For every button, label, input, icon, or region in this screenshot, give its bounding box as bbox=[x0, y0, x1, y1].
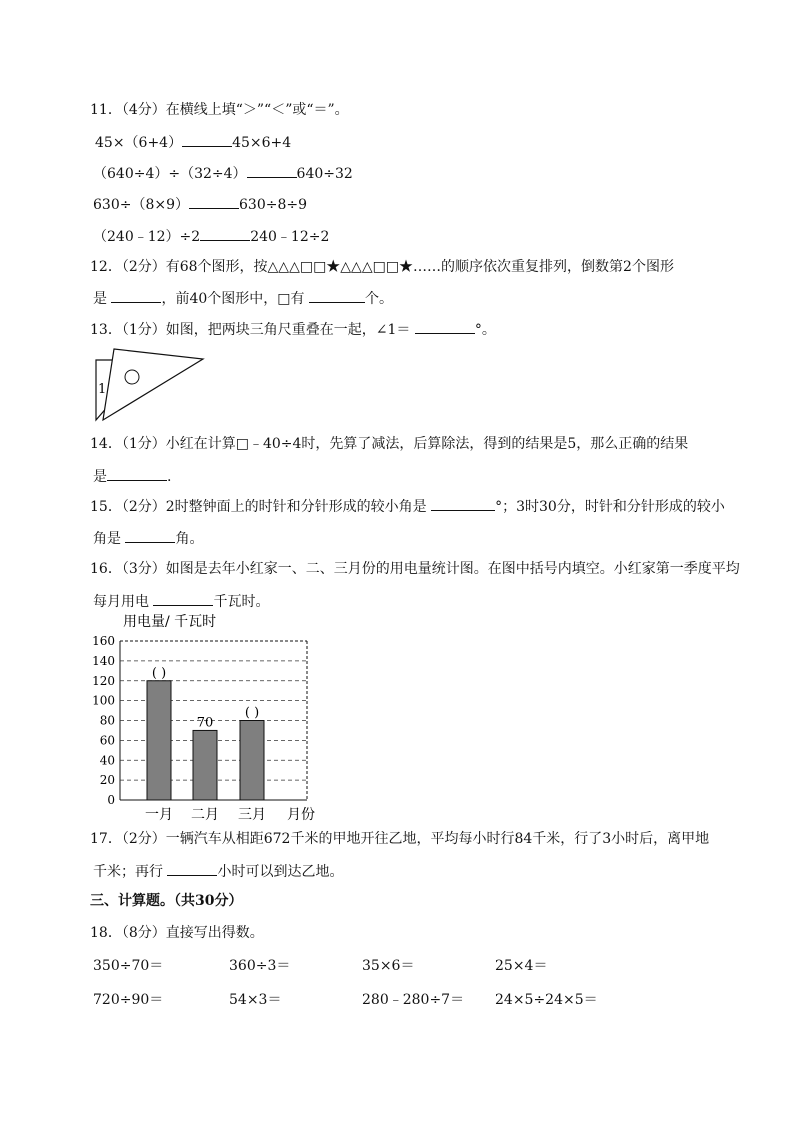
q17-line-1: 17．（2分）一辆汽车从相距672千米的甲地开往乙地，平均每小时行84千米，行了3小时后，离甲地 bbox=[90, 831, 710, 847]
q12-line-1: 12．（2分）有68个图形，按△△△□□★△△△□□★……的顺序依次重复排列，倒数第2个图形 bbox=[90, 259, 674, 275]
q11-row-1 bbox=[95, 132, 291, 153]
q11-row-1-left: 45×（6+4） bbox=[95, 135, 183, 151]
q12-line-2 bbox=[93, 288, 393, 309]
chart-y-tick-label: 160 bbox=[92, 634, 115, 648]
q11-row-3-blank[interactable] bbox=[189, 194, 239, 209]
q12-blank-2[interactable] bbox=[309, 288, 365, 303]
q18-item-2: 360÷3＝ bbox=[229, 958, 291, 974]
q16-line-2 bbox=[93, 591, 269, 612]
chart-y-tick-label: 0 bbox=[107, 793, 115, 807]
q11-stem: 11．（4分）在横线上填“＞”“＜”或“＝”。 bbox=[90, 102, 349, 118]
q12-blank-1[interactable] bbox=[111, 288, 161, 303]
q17-text-b: 小时可以到达乙地。 bbox=[217, 864, 344, 880]
q17-line-2 bbox=[93, 861, 343, 882]
chart-bar-label[interactable]: ( ) bbox=[244, 705, 260, 721]
q11-row-2 bbox=[93, 163, 353, 184]
q18-item-4: 25×4＝ bbox=[495, 958, 548, 974]
chart-y-tick-label: 80 bbox=[99, 713, 115, 728]
chart-y-axis-label: 用电量/ 千瓦时 bbox=[123, 614, 217, 630]
q13-text-b: °。 bbox=[474, 322, 496, 338]
chart-y-tick-label: 120 bbox=[92, 673, 115, 688]
q11-row-2-right: 640÷32 bbox=[296, 166, 353, 182]
q16-text-a: 每月用电 bbox=[93, 594, 149, 610]
electricity-usage-bar-chart bbox=[85, 610, 345, 826]
chart-y-ticks bbox=[92, 634, 115, 807]
q18-item-6: 54×3＝ bbox=[229, 992, 282, 1008]
q11-row-2-blank[interactable] bbox=[247, 163, 297, 178]
q12-text-b: ，前40个图形中，□有 bbox=[161, 291, 305, 307]
q18-stem: 18．（8分）直接写出得数。 bbox=[90, 925, 264, 941]
q18-item-5: 720÷90＝ bbox=[93, 992, 164, 1008]
chart-bar bbox=[193, 730, 217, 800]
q18-item-7: 280﹣280÷7＝ bbox=[362, 992, 465, 1008]
q12-text-a: 是 bbox=[93, 291, 107, 307]
q16-line-1: 16．（3分）如图是去年小红家一、二、三月份的用电量统计图。在图中括号内填空。小红家第一季度平均 bbox=[90, 561, 740, 577]
q13-text-a: 13．（1分）如图，把两块三角尺重叠在一起，∠1＝ bbox=[90, 322, 411, 338]
q11-row-4-blank[interactable] bbox=[200, 226, 250, 241]
q18-item-3: 35×6＝ bbox=[362, 958, 415, 974]
chart-bar-label: 70 bbox=[196, 715, 214, 731]
q18-item-8: 24×5÷24×5＝ bbox=[495, 992, 598, 1008]
chart-y-tick-label: 140 bbox=[92, 653, 115, 668]
q15-blank-2[interactable] bbox=[125, 528, 175, 543]
q15-text-a: 15．（2分）2时整钟面上的时针和分针形成的较小角是 bbox=[90, 499, 427, 515]
q15-text-c: 角是 bbox=[93, 531, 121, 547]
q13-line-1 bbox=[90, 319, 496, 340]
q15-line-2 bbox=[93, 528, 203, 549]
q11-row-4-left: （240﹣12）÷2 bbox=[93, 229, 201, 245]
section-3-heading: 三、计算题。（共30分） bbox=[90, 893, 243, 909]
q17-text-a: 千米；再行 bbox=[93, 864, 163, 880]
q18-item-1: 350÷70＝ bbox=[93, 958, 164, 974]
front-triangle bbox=[103, 349, 203, 420]
q11-row-3-right: 630÷8÷9 bbox=[239, 197, 307, 213]
q14-line-2 bbox=[93, 466, 171, 487]
chart-bars bbox=[147, 681, 264, 800]
q15-text-d: 角。 bbox=[175, 531, 204, 547]
chart-bar-label[interactable]: ( ) bbox=[151, 665, 167, 681]
chart-x-tick-label: 一月 bbox=[145, 807, 173, 823]
q11-row-3-left: 630÷（8×9） bbox=[93, 197, 189, 213]
q16-blank[interactable] bbox=[153, 591, 213, 606]
q11-row-4-right: 240﹣12÷2 bbox=[250, 229, 330, 245]
chart-bar bbox=[147, 681, 171, 800]
chart-y-tick-label: 60 bbox=[99, 733, 115, 748]
q14-line-1: 14．（1分）小红在计算□﹣40÷4时，先算了减法，后算除法，得到的结果是5，那么正确的结果 bbox=[90, 436, 689, 452]
chart-x-axis-label: 月份 bbox=[287, 807, 315, 823]
q14-text-a: 是 bbox=[93, 469, 107, 485]
chart-bar bbox=[240, 721, 264, 801]
chart-y-tick-label: 20 bbox=[99, 773, 115, 788]
q13-blank[interactable] bbox=[415, 319, 475, 334]
q15-blank-1[interactable] bbox=[431, 496, 495, 511]
q11-row-2-left: （640÷4）÷（32÷4） bbox=[93, 166, 247, 182]
q11-row-4 bbox=[93, 226, 329, 247]
q12-text-c: 个。 bbox=[364, 291, 393, 307]
q16-text-b: 千瓦时。 bbox=[213, 594, 270, 610]
q11-row-1-blank[interactable] bbox=[182, 132, 232, 147]
chart-x-ticks bbox=[145, 807, 266, 823]
chart-y-tick-label: 100 bbox=[92, 693, 115, 708]
chart-x-tick-label: 二月 bbox=[191, 807, 219, 823]
q13-triangles-figure bbox=[92, 346, 207, 424]
q15-line-1 bbox=[90, 496, 725, 517]
angle-label: 1 bbox=[98, 382, 107, 397]
q14-blank[interactable] bbox=[107, 466, 167, 481]
q17-blank[interactable] bbox=[167, 861, 217, 876]
q11-row-3 bbox=[93, 194, 307, 215]
chart-x-tick-label: 三月 bbox=[238, 807, 266, 823]
q14-text-b: . bbox=[167, 469, 172, 485]
q15-text-b: °；3时30分，时针和分针形成的较小 bbox=[495, 499, 725, 515]
q11-row-1-right: 45×6+4 bbox=[232, 135, 292, 151]
chart-y-tick-label: 40 bbox=[99, 753, 115, 768]
